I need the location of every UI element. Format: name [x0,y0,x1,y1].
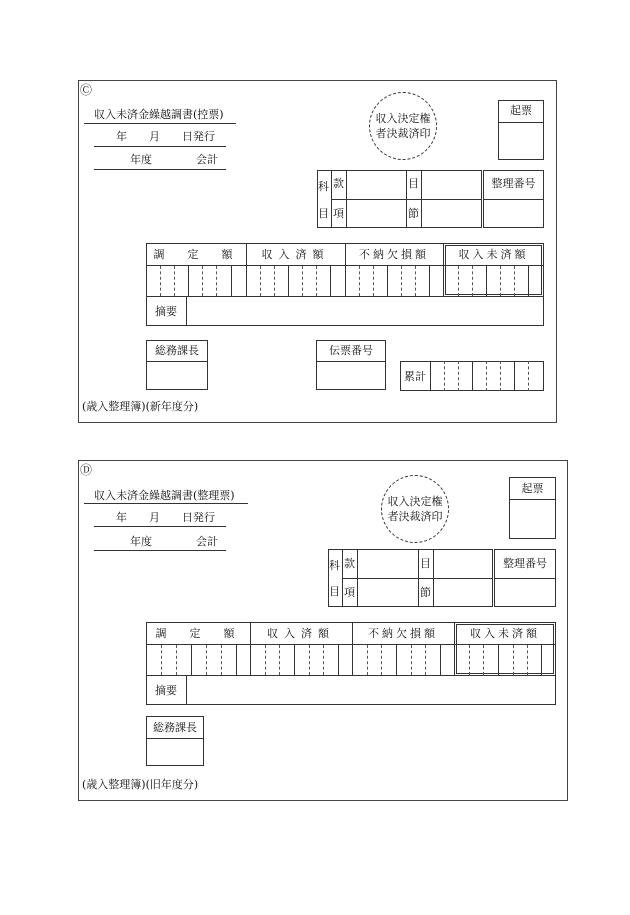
form-c-col-shunyu-zumi: 収入済額 [261,248,330,261]
form-d-setsu: 節 [420,586,431,599]
form-c-stamp-line2: 者決裁済印 [375,127,431,140]
form-c-year-line: 年度 会計 [130,153,218,166]
form-c-moku: 目 [318,207,329,220]
form-c-issue-line: 年 月 日発行 [116,130,215,143]
form-d-ko: 項 [344,586,355,599]
form-d-moku: 目 [329,585,340,598]
form-d-col-funo: 不納欠損額 [368,627,438,640]
form-c-approval-stamp [369,92,437,160]
form-c-kan: 款 [333,177,344,190]
form-d-col-shunyu-zumi: 収入済額 [267,627,335,640]
form-c-setsu: 節 [408,207,419,220]
form-d-issue-line: 年 月 日発行 [116,511,215,524]
form-d-moku2: 目 [420,557,431,570]
form-c-denpyo-label: 伝票番号 [329,344,373,357]
form-d-stamp-line1: 収入決定権 [387,495,443,508]
form-d-col-chotei: 調 定 額 [155,627,241,640]
form-d-marker: Ⓓ [80,463,93,477]
form-c-ruikei-label: 累計 [404,370,426,383]
form-c-kihyo-label: 起票 [510,104,532,117]
form-c-ko: 項 [333,207,344,220]
form-c-col-chotei: 調 定 額 [153,248,239,261]
form-c-moku2: 目 [408,177,419,190]
form-c-footer: (歳入整理簿)(新年度分) [82,400,199,413]
form-d-ka: 科 [329,559,340,572]
form-d-year-line: 年度 会計 [130,535,218,548]
form-c-tekiyo-label: 摘要 [155,305,177,318]
form-c-col-mizumi: 収入未済額 [458,248,529,261]
form-c-col-funo: 不納欠損額 [359,248,429,261]
form-d-footer: (歳入整理簿)(旧年度分) [82,778,199,791]
form-d-kan: 款 [344,557,355,570]
form-c-tekiyo-row [146,297,544,326]
form-d-seiri-label: 整理番号 [503,557,547,570]
form-d-tekiyo-row [146,676,556,705]
form-d-tekiyo-label: 摘要 [155,684,177,697]
form-d-col-mizumi: 収入未済額 [470,627,540,640]
form-d-stamp-line2: 者決裁済印 [387,510,443,523]
form-c-somu-label: 総務課長 [155,344,199,357]
form-c-title: 収入未済金繰越調書(控票) [94,108,224,121]
form-d-approval-stamp [381,475,449,543]
form-d-kihyo-label: 起票 [521,482,544,495]
form-d-somu-label: 総務課長 [153,721,197,734]
form-c-seiri-label: 整理番号 [491,177,536,190]
form-c-stamp-line1: 収入決定権 [375,112,431,125]
form-d-title: 収入未済金繰越調書(整理票) [94,489,235,502]
form-c-marker: Ⓒ [80,83,93,97]
form-c-ka: 科 [318,180,329,193]
